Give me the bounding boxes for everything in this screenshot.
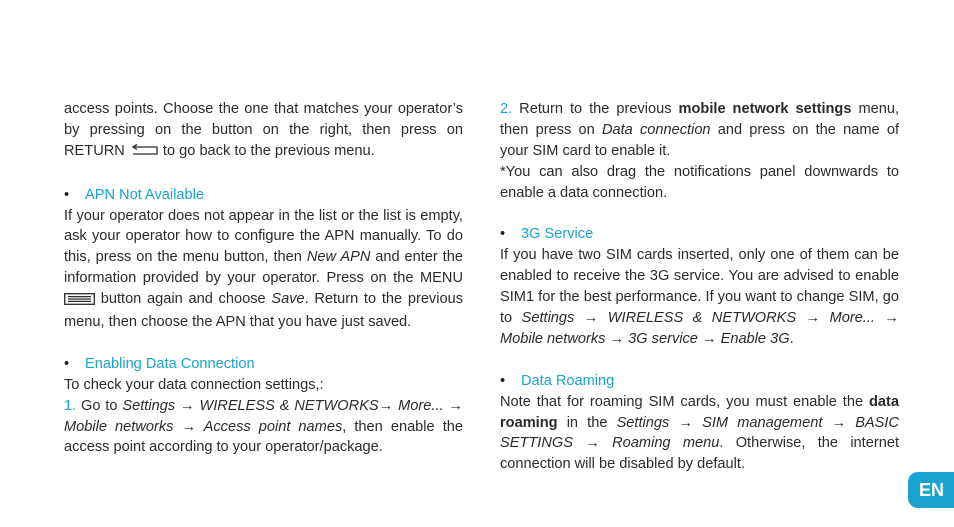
apn-heading xyxy=(64,185,463,206)
roaming-paragraph: Note that for roaming SIM cards, you must enable the data roaming in the Settings → SIM management → BASIC SETTINGS → Roaming menu. Otherwise, the internet connection will be disabled by default. xyxy=(500,393,899,473)
apn-paragraph: If your operator does not appear in the list or the list is empty, ask your operator how to configure the APN manually. To do this, press on the menu button, then New APN and enter the information provided by your operator. Press on the MENU button again and choose Save. Return to the previous menu, then choose the APN that you have just saved. xyxy=(64,207,463,331)
language-badge: EN xyxy=(908,472,954,508)
3g-heading xyxy=(500,224,899,245)
right-column xyxy=(500,99,899,475)
menu-icon xyxy=(64,291,95,312)
drag-note: *You can also drag the notifications panel downwards to enable a data connection. xyxy=(500,163,899,201)
roaming-title: Data Roaming xyxy=(521,372,615,389)
bullet: • xyxy=(64,355,70,372)
return-arrow-icon xyxy=(129,143,159,164)
bullet: • xyxy=(500,372,506,389)
data-connection-intro: To check your data connection settings,: xyxy=(64,376,324,393)
left-column xyxy=(64,99,463,458)
step-2: 2. Return to the previous mobile network settings menu, then press on Data connection and press on the name of your SIM card to enable it. xyxy=(500,101,899,159)
data-connection-title: Enabling Data Connection xyxy=(85,355,255,372)
apn-title: APN Not Available xyxy=(85,186,204,203)
3g-title: 3G Service xyxy=(521,226,594,243)
data-connection-heading xyxy=(64,354,463,375)
bullet: • xyxy=(500,226,506,243)
roaming-heading xyxy=(500,371,899,392)
bullet: • xyxy=(64,186,70,203)
intro-paragraph: access points. Choose the one that matches your operator’s by pressing on the button on the right, then press on RETURN to go back to the previous menu. xyxy=(64,99,463,164)
step-1: 1. Go to Settings → WIRELESS & NETWORKS→ More... → Mobile networks → Access point names, then enable the access point according to your operator/package. xyxy=(64,397,464,456)
3g-paragraph: If you have two SIM cards inserted, only one of them can be enabled to receive the 3G service. You are advised to enable SIM1 for the best performance. If you want to change SIM, go to Settings → WIRELESS & NETWORKS → More... → Mobile networks → 3G service → Enable 3G. xyxy=(500,247,899,347)
